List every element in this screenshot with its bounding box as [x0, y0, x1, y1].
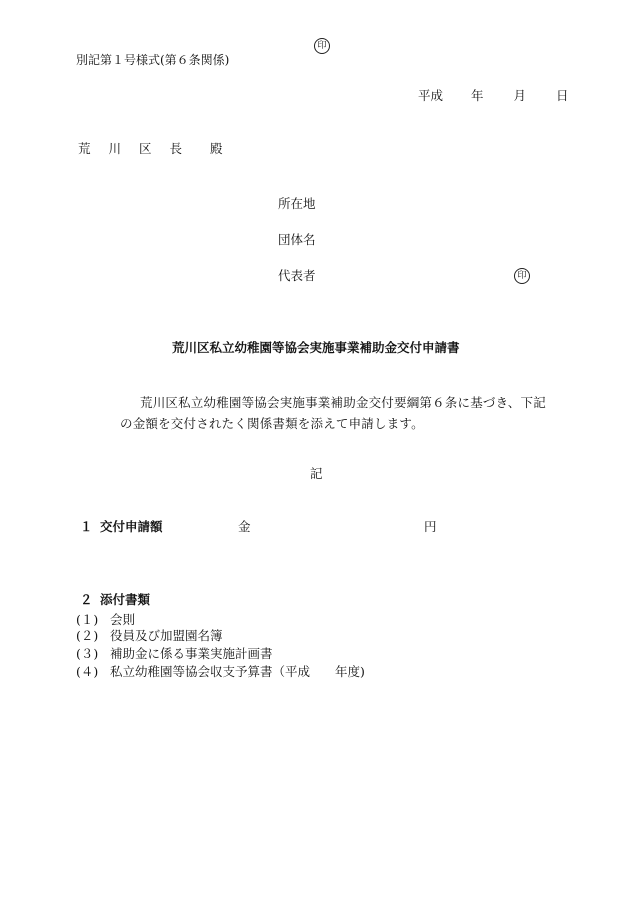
top-seal-mark: 印 — [314, 38, 330, 54]
location-label: 所在地 — [278, 196, 316, 211]
date-era: 平成 — [418, 88, 444, 103]
date-line — [418, 90, 569, 103]
section1-number: １ — [80, 519, 93, 534]
section1-yen: 円 — [424, 519, 437, 534]
section2-label: 添付書類 — [100, 592, 151, 607]
addressee-char: 川 — [108, 141, 122, 156]
attachment-number: (４) — [76, 664, 99, 679]
addressee-char: 長 — [169, 141, 183, 156]
section1-label: 交付申請額 — [100, 519, 163, 534]
attachment-number: (２) — [76, 628, 99, 643]
date-month: 月 — [513, 88, 527, 103]
ki-mark: 記 — [310, 466, 323, 481]
addressee-char: 区 — [139, 141, 152, 156]
form-number: 別記第１号様式(第６条関係) — [76, 53, 230, 67]
section1-kin: 金 — [238, 519, 251, 534]
attachment-item — [76, 630, 223, 643]
attachment-text: 役員及び加盟園名簿 — [110, 628, 223, 643]
date-year: 年 — [471, 88, 484, 103]
attachment-number: (１) — [76, 612, 99, 627]
attachment-text: 私立幼稚園等協会収支予算書（平成 年度) — [110, 664, 365, 679]
section2-number: ２ — [80, 592, 93, 607]
date-day: 日 — [556, 88, 569, 103]
addressee-char: 荒 — [78, 141, 91, 156]
document-title: 荒川区私立幼稚園等協会実施事業補助金交付申請書 — [172, 340, 460, 355]
attachment-text: 補助金に係る事業実施計画書 — [110, 646, 273, 661]
addressee — [78, 143, 223, 156]
representative-label: 代表者 — [278, 268, 316, 283]
body-paragraph: 荒川区私立幼稚園等協会実施事業補助金交付要綱第６条に基づき、下記の金額を交付されたく関係書類を添えて申請します。 — [120, 395, 546, 431]
addressee-honorific: 殿 — [210, 141, 223, 156]
attachment-number: (３) — [76, 646, 99, 661]
organization-label: 団体名 — [278, 232, 316, 247]
representative-seal-mark: 印 — [514, 268, 530, 284]
attachment-text: 会則 — [110, 612, 136, 627]
attachment-item — [76, 614, 135, 627]
attachment-item — [76, 648, 273, 661]
attachment-item — [76, 666, 365, 679]
